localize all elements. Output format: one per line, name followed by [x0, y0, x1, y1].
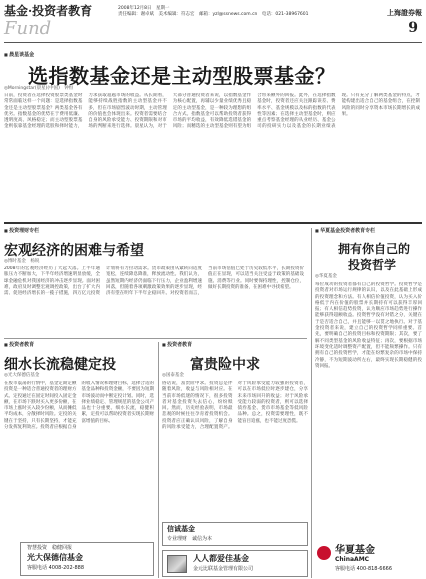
wealth-section-tag: ■ 投资者教育: [162, 342, 192, 348]
right-body: 每位成功的投资者都有自己的投资哲学。投资哲学是投资者对市场运行规律的认识，以及在此基础上形成的投资理念和方法。有人相信价值投资，认为买入价格低于内在价值的股票并长期持有可以获得丰厚回报；有人相信趋势投资，认为顺应市场趋势进行操作能够获得超额收益。投资哲学没有对错之分，关键在于是否适合自己，并且能够一以贯之地执行。对于基金投资者来说，建立自己的投资哲学同样重要。首先，要明确自己的投资目标和投资期限；其次，要了解不同类型基金的风险收益特征；再次，要根据市场环境变化适时调整资产配置，但不能频繁操作。只有拥有自己的投资哲学，才能在纷繁复杂的市场中保持冷静，不为短期波动所左右，最终实现长期稳健的投资回报。: [315, 282, 422, 369]
wealth-byline: ◎国泰基金: [162, 373, 184, 378]
citic-line: 专业理财 诚信为本: [167, 536, 213, 542]
economy-byline: ◎博时基金 杨锐: [4, 259, 40, 264]
lead-section-tag: ■ 晨星谈基金: [4, 52, 34, 58]
section-title: 基金·投资者教育: [4, 4, 93, 18]
right-byline: ◎华夏基金: [315, 274, 337, 279]
row-divider: [4, 338, 307, 339]
slow-section-tag: ■ 投资者教育: [4, 342, 34, 348]
jinyuan-brand: 人人都爱佳基金: [193, 554, 249, 563]
wealth-headline: 富贵险中求: [190, 357, 260, 373]
everbright-phone: 客服电话 4008-202-888: [27, 565, 85, 571]
header-rule: [4, 42, 422, 43]
lead-body: 日前，投资者在选择投资股票类基金时常常面临这样一个问题：是选择指数基金还是主动型股票基金？两类基金各有优劣。指数基金的优势在于费用低廉、透明度高、风格稳定；而主动型股票基金则依靠基金经理的选股和择时能力，力求获取超越市场的收益。从长期看，能够持续战胜指数的主动型基金并不多，但在市场剧烈波动时期，主动管理的价值也会体现出来。投资者需要结合自身的风险承受能力、投资期限和对市场的判断来进行选择。晨星认为，对于大部分普通投资者来说，以指数基金作为核心配置，再辅以少量业绩优秀且稳定的主动型基金，是一种较为理想的组合方式。指数基金可以帮助投资者获得市场的平均收益，有效降低选错基金的风险；而精选的主动型基金则有望为组合带来额外的回报。此外，在选择指数基金时，投资者还应关注跟踪误差、费率水平、基金规模以及标的指数的代表性等因素；在选择主动型基金时，则应重点考察基金经理的从业经历、基金公司的投研实力以及基金的长期业绩表现。只有充分了解两类基金的特点，才能构建出适合自己的基金组合，在控制风险的同时分享资本市场长期增长的成果。: [4, 93, 420, 130]
section-divider: [4, 222, 422, 224]
jinyuan-logo-image: [167, 555, 187, 573]
slow-body: 在股市震荡的行情中，基金定期定额投资是一种适合普通投资者的理财方式。定投通过在固定时间投入固定金额，在市场下跌时买入更多份额，在市场上涨时买入较少份额，从而摊低平均成本，分散择时风险。定投的关键在于坚持，只有长期坚持，才能充分发挥复利效应。投资者应根据自身的收入情况和理财目标，选择合适的基金品种和投资金额，不要因为短期市场波动而中断定投计划。同时，选择业绩稳定、管理规范的基金公司产品也十分重要。细水长流，稳健积累，定投可以帮助投资者实现长期财富增值的目标。: [4, 381, 154, 431]
right-headline-line1: 拥有你自己的: [338, 242, 411, 256]
column-divider-2: [158, 342, 159, 578]
fund-wordmark: Fund: [4, 18, 52, 39]
everbright-slogan: 智慧投资 稳健回报: [27, 545, 73, 551]
chinaamc-phone: 客服电话 400-818-6666: [335, 566, 393, 572]
chinaamc-en-name: ChinaAMC: [335, 556, 370, 563]
issue-date: 2008年12月8日 星期一: [118, 6, 170, 11]
chinaamc-logo-icon: [317, 546, 331, 560]
issue-meta: [118, 6, 338, 18]
lead-byline: ◎Morningstar(晨星)(中国) 钟恒: [4, 86, 74, 91]
page-number: 9: [408, 20, 418, 36]
everbright-ad: [20, 542, 154, 576]
slow-byline: ◎光大保德信基金: [4, 373, 40, 378]
chinaamc-cn-name: 华夏基金: [335, 545, 375, 556]
economy-section-tag: ■ 投资理财专栏: [4, 228, 39, 234]
lead-headline: 选指数基金还是主动型股票基金？: [28, 64, 336, 88]
wealth-body: 俗话说，富贵险中求。投资总是伴随着风险，收益与风险相对应。在当前市场低迷的情况下，很多投资者对基金投资失去信心，纷纷赎回。然而，历史经验表明，市场最悲观的时候往往孕育着投资机会。投资者应正确认识风险，了解自身的风险承受能力，合理配置资产。对于风险承受能力较强的投资者，可以在市场低位时逐步建仓，分享未来市场回升的收益；对于风险承受能力较弱的投资者，则可以选择债券基金、货币市场基金等低风险品种。总之，投资需要理性，既不能盲目追涨，也不能过度恐慌。: [162, 381, 308, 431]
jinyuan-company: 金元比联基金管理有限公司: [193, 566, 254, 572]
economy-headline: 宏观经济的困难与希望: [4, 243, 144, 259]
jinyuan-ad: [162, 550, 308, 577]
column-divider: [311, 228, 312, 578]
paper-logo: 上海證券報: [387, 8, 422, 17]
right-headline-line2: 投资哲学: [348, 258, 397, 272]
everbright-name: 光大保德信基金: [27, 553, 83, 562]
economy-body: 2008年的宏观经济经历了大起大落。上半年通胀压力不断加大，下半年经济增速明显放缓，全球金融危机对我国经济的冲击逐步显现。面对困难，政府及时调整宏观调控政策，出台了扩大内需、促进经济增长的一揽子措施，四万亿元投资计划将有力拉动需求。货币政策由从紧转向适度宽松，连续降息降准，释放流动性。我们认为，虽然短期内经济仍面临下行压力，企业盈利增速回落，但随着各项刺激政策效果的逐步显现，经济有望在明年下半年企稳回升。对投资者而言，当前市场估值已处于历史较低水平，长期投资价值正在显现，可以适当关注受益于政策的基础设施、消费等行业。同时要保持理性，控制仓位，做好长期投资的准备，在困难中寻找希望。: [4, 266, 304, 297]
page-header: [4, 2, 422, 44]
slow-headline: 细水长流稳健定投: [4, 357, 116, 373]
editor-line: 责任编辑：谢卓斌 美术编辑：符志宏 邮箱：yzl@ssnews.com.cn 电话：021-38967601: [118, 12, 309, 17]
chinaamc-ad: [315, 544, 422, 577]
citic-ad: [162, 522, 308, 546]
right-section-tag: ■ 华夏基金投资者教育专栏: [315, 228, 375, 234]
citic-name: 信诚基金: [167, 525, 195, 533]
